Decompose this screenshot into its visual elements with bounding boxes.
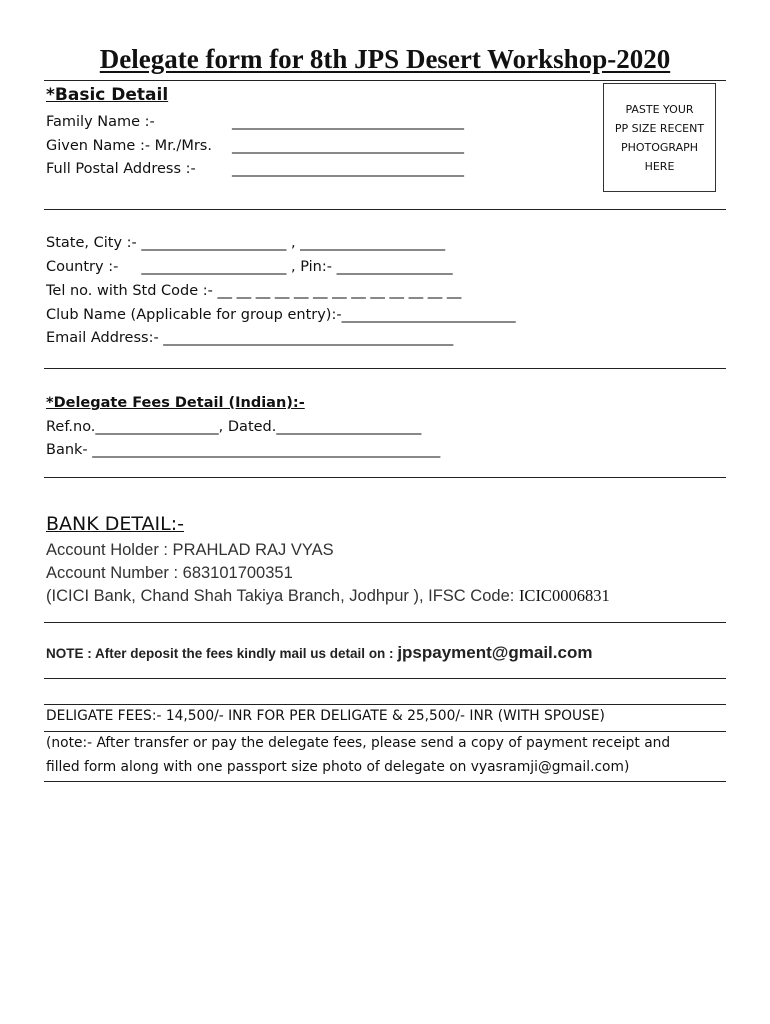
- note-email: jpspayment@gmail.com: [397, 643, 593, 662]
- fees-note-line-1: (note:- After transfer or pay the delegate fees, please send a copy of payment receipt and: [46, 735, 671, 751]
- divider: [44, 477, 726, 478]
- divider: [44, 80, 726, 81]
- fees-detail-heading: *Delegate Fees Detail (Indian):-: [46, 395, 305, 411]
- ref-no-field[interactable]: Ref.no._________________, Dated.____________________: [46, 419, 422, 435]
- account-number: Account Number : 683101700351: [46, 564, 293, 582]
- family-name-field[interactable]: ________________________________: [232, 114, 464, 130]
- divider: [44, 678, 726, 679]
- bank-detail-heading: BANK DETAIL:-: [46, 513, 184, 535]
- given-name-label: Given Name :- Mr./Mrs.: [46, 138, 212, 154]
- divider: [44, 368, 726, 369]
- basic-detail-heading: *Basic Detail: [46, 85, 169, 105]
- form-title: Delegate form for 8th JPS Desert Workshop-2020: [99, 44, 671, 74]
- family-name-label: Family Name :-: [46, 114, 155, 130]
- ifsc-code: ICIC0006831: [518, 586, 610, 605]
- tel-field[interactable]: Tel no. with Std Code :- __ __ __ __ __ __ __ __ __ __ __ __ __: [46, 283, 462, 299]
- divider: [44, 704, 726, 705]
- email-field[interactable]: Email Address:- ________________________________________: [46, 330, 454, 346]
- bank-branch-line: [46, 586, 610, 606]
- photo-placeholder: PASTE YOUR PP SIZE RECENT PHOTOGRAPH HERE: [603, 83, 716, 192]
- country-pin-field[interactable]: Country :- ____________________ , Pin:- ________________: [46, 259, 453, 275]
- note-line: [46, 643, 592, 663]
- given-name-field[interactable]: ________________________________: [232, 138, 464, 154]
- divider: [44, 731, 726, 732]
- club-name-field[interactable]: Club Name (Applicable for group entry):-________________________: [46, 307, 516, 323]
- state-city-field[interactable]: State, City :- ____________________ , ____________________: [46, 235, 446, 251]
- delegate-fees: DELIGATE FEES:- 14,500/- INR FOR PER DELIGATE & 25,500/- INR (WITH SPOUSE): [46, 708, 605, 724]
- postal-address-field[interactable]: ________________________________: [232, 161, 464, 177]
- divider: [44, 622, 726, 623]
- divider: [44, 209, 726, 210]
- account-holder: Account Holder : PRAHLAD RAJ VYAS: [46, 541, 334, 559]
- bank-field[interactable]: Bank- ________________________________________________: [46, 442, 441, 458]
- bank-branch: (ICICI Bank, Chand Shah Takiya Branch, Jodhpur ), IFSC Code:: [46, 587, 519, 605]
- note-text: NOTE : After deposit the fees kindly mail us detail on :: [46, 646, 398, 661]
- postal-address-label: Full Postal Address :-: [46, 161, 196, 177]
- divider: [44, 781, 726, 782]
- fees-note-line-2: filled form along with one passport size photo of delegate on vyasramji@gmail.com): [46, 759, 630, 775]
